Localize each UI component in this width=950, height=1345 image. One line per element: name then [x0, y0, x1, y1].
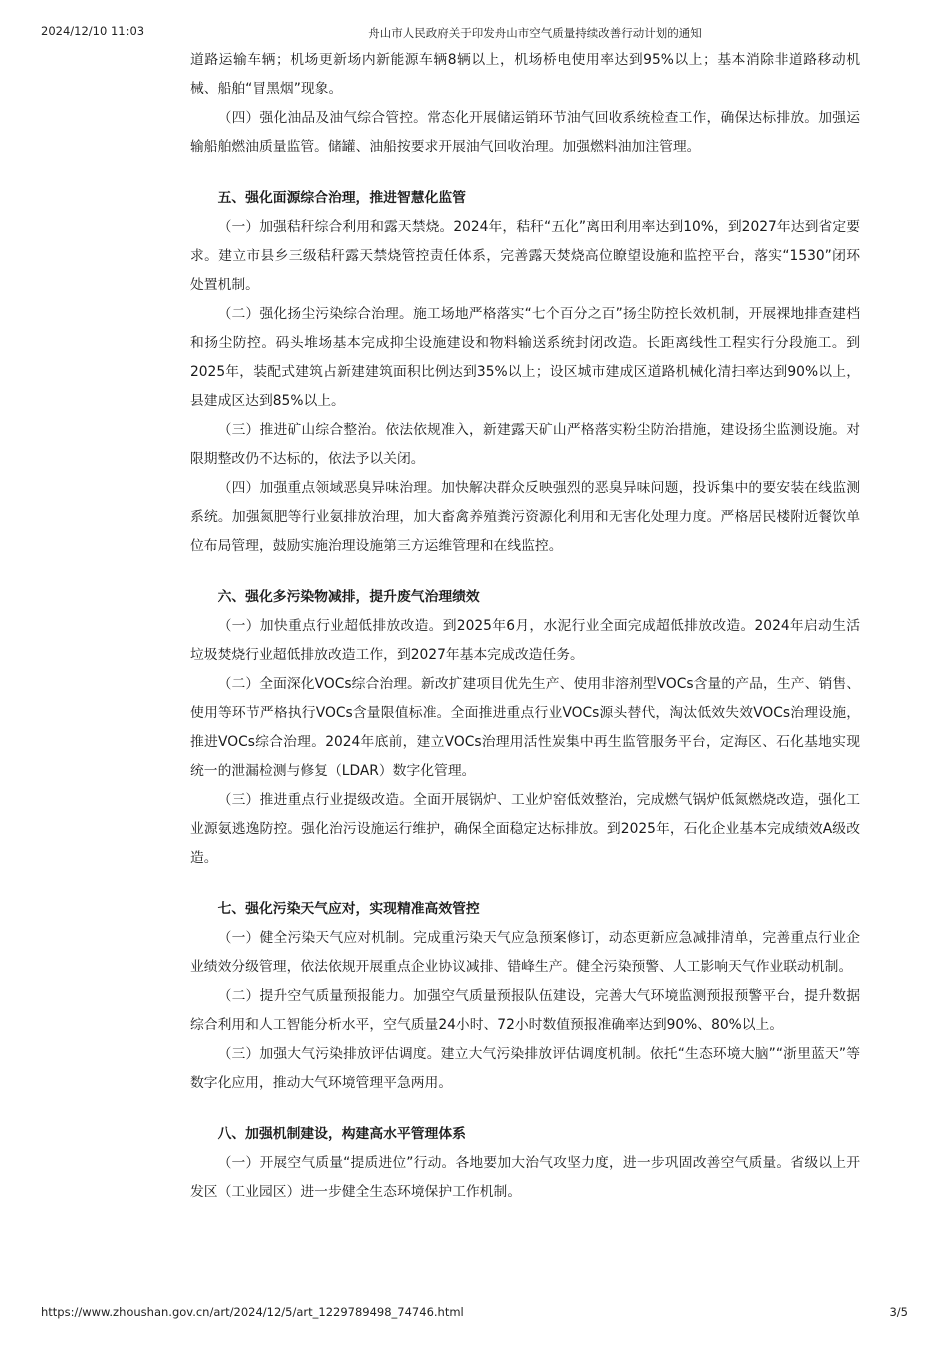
paragraph: （三）加强大气污染排放评估调度。建立大气污染排放评估调度机制。依托“生态环境大脑”“浙里蓝天”等数字化应用，推动大气环境管理平急两用。	[190, 1046, 860, 1091]
paragraph: （一）开展空气质量“提质进位”行动。各地要加大治气攻坚力度，进一步巩固改善空气质量。省级以上开发区（工业园区）进一步健全生态环境保护工作机制。	[190, 1155, 860, 1200]
print-datetime: 2024/12/10 11:03	[41, 24, 145, 38]
section-heading-7: 七、强化污染天气应对，实现精准高效管控	[217, 901, 480, 917]
paragraph: （一）加快重点行业超低排放改造。到2025年6月，水泥行业全面完成超低排放改造。2024年启动生活垃圾焚烧行业超低排放改造工作，到2027年基本完成改造任务。	[190, 618, 860, 663]
document-body	[190, 46, 860, 1207]
paragraph: （二）提升空气质量预报能力。加强空气质量预报队伍建设，完善大气环境监测预报预警平台，提升数据综合利用和人工智能分析水平，空气质量24小时、72小时数值预报准确率达到90%、80%以上。	[190, 988, 860, 1033]
paragraph: （三）推进重点行业提级改造。全面开展锅炉、工业炉窑低效整治，完成燃气锅炉低氮燃烧改造，强化工业源氨逃逸防控。强化治污设施运行维护，确保全面稳定达标排放。到2025年，石化企业基本完成绩效A级改造。	[190, 792, 860, 866]
section-heading-8: 八、加强机制建设，构建高水平管理体系	[217, 1126, 466, 1142]
paragraph: （二）全面深化VOCs综合治理。新改扩建项目优先生产、使用非溶剂型VOCs含量的产品，生产、销售、使用等环节严格执行VOCs含量限值标准。全面推进重点行业VOCs源头替代，淘汰低效失效VOCs治理设施，推进VOCs综合治理。2024年底前，建立VOCs治理用活性炭集中再生监管服务平台，定海区、石化基地实现统一的泄漏检测与修复（LDAR）数字化管理。	[190, 676, 860, 779]
page-header-title: 舟山市人民政府关于印发舟山市空气质量持续改善行动计划的通知	[368, 26, 702, 40]
paragraph: （四）加强重点领域恶臭异味治理。加快解决群众反映强烈的恶臭异味问题，投诉集中的要安装在线监测系统。加强氮肥等行业氨排放治理，加大畜禽养殖粪污资源化利用和无害化处理力度。严格居民楼附近餐饮单位布局管理，鼓励实施治理设施第三方运维管理和在线监控。	[190, 480, 860, 554]
paragraph: （三）推进矿山综合整治。依法依规准入，新建露天矿山严格落实粉尘防治措施，建设扬尘监测设施。对限期整改仍不达标的，依法予以关闭。	[190, 422, 860, 467]
paragraph: （一）健全污染天气应对机制。完成重污染天气应急预案修订，动态更新应急减排清单，完善重点行业企业绩效分级管理，依法依规开展重点企业协议减排、错峰生产。健全污染预警、人工影响天气作业联动机制。	[190, 930, 860, 975]
section-heading-6: 六、强化多污染物减排，提升废气治理绩效	[217, 589, 480, 605]
section-heading-5: 五、强化面源综合治理，推进智慧化监管	[217, 190, 466, 206]
page-number: 3/5	[889, 1305, 908, 1319]
paragraph: （一）加强秸秆综合利用和露天禁烧。2024年，秸秆“五化”离田利用率达到10%，到2027年达到省定要求。建立市县乡三级秸秆露天禁烧管控责任体系，完善露天焚烧高位瞭望设施和监控平台，落实“1530”闭环处置机制。	[190, 219, 860, 293]
paragraph: （二）强化扬尘污染综合治理。施工场地严格落实“七个百分之百”扬尘防控长效机制，开展裸地排查建档和扬尘防控。码头堆场基本完成抑尘设施建设和物料输送系统封闭改造。长距离线性工程实行分段施工。到2025年，装配式建筑占新建建筑面积比例达到35%以上；设区城市建成区道路机械化清扫率达到90%以上，县建成区达到85%以上。	[190, 306, 860, 409]
paragraph: （四）强化油品及油气综合管控。常态化开展储运销环节油气回收系统检查工作，确保达标排放。加强运输船舶燃油质量监管。储罐、油船按要求开展油气回收治理。加强燃料油加注管理。	[190, 110, 860, 155]
paragraph-continued: 道路运输车辆；机场更新场内新能源车辆8辆以上，机场桥电使用率达到95%以上；基本消除非道路移动机械、船舶“冒黑烟”现象。	[190, 52, 860, 97]
footer-url: https://www.zhoushan.gov.cn/art/2024/12/5/art_1229789498_74746.html	[41, 1305, 464, 1319]
